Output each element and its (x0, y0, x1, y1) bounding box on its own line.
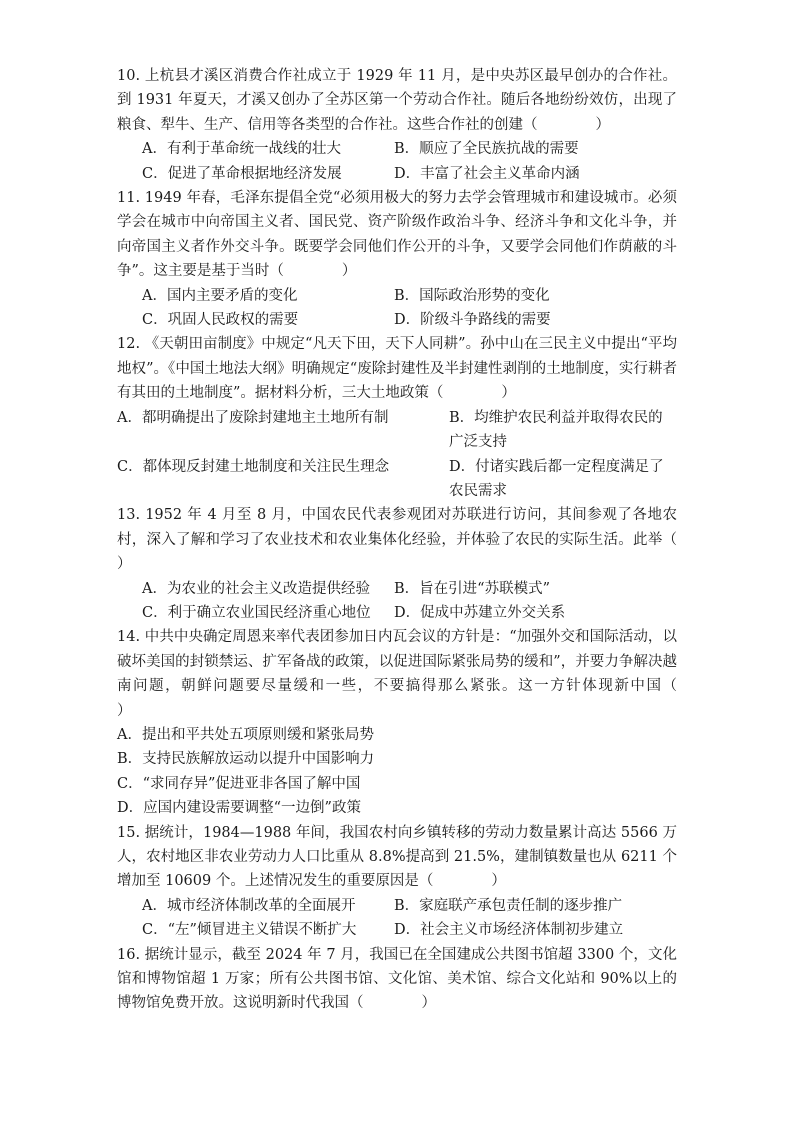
question-stem: 13. 1952 年 4 月至 8 月，中国农民代表参观团对苏联进行访问，其间参观了各地农村，深入了解和学习了农业技术和农业集体化经验，并体验了农民的实际生活。此举（ ） (117, 507, 735, 573)
question-11 (117, 186, 677, 332)
question-stem: 16. 据统计显示，截至 2024 年 7 月，我国已在全国建成公共图书馆超 3300 个，文化馆和博物馆超 1 万家；所有公共图书馆、文化馆、美术馆、综合文化站和 90%以上的博物馆免费开放。这说明新时代我国（ ） (117, 946, 677, 1012)
options (117, 406, 677, 504)
option-b[interactable]: B．顺应了全民族抗战的需要 (394, 141, 579, 158)
option-c[interactable]: C．“左”倾冒进主义错误不断扩大 (142, 922, 357, 939)
question-stem: 10. 上杭县才溪区消费合作社成立于 1929 年 11 月，是中央苏区最早创办的合作社。到 1931 年夏天，才溪又创办了全苏区第一个劳动合作社。随后各地纷纷效仿，出现了粮食、犁牛、生产、信用等各类型的合作社。这些合作社的创建（ ） (117, 68, 677, 133)
option-d[interactable]: D．促成中苏建立外交关系 (394, 604, 566, 621)
option-c[interactable]: C．都体现反封建土地制度和关注民生理念 (117, 458, 390, 475)
option-d[interactable]: D．丰富了社会主义革命内涵 (394, 165, 580, 182)
option-a[interactable]: A．国内主要矛盾的变化 (142, 287, 298, 304)
option-d[interactable]: D．阶级斗争路线的需要 (394, 312, 551, 329)
exam-page (117, 64, 735, 1016)
options (117, 577, 677, 626)
option-c[interactable]: C．利于确立农业国民经济重心地位 (142, 604, 371, 621)
options (117, 723, 677, 821)
option-d[interactable]: D．应国内建设需要调整“一边倒”政策 (117, 800, 361, 817)
question-stem: 11. 1949 年春，毛泽东提倡全党“必须用极大的努力去学会管理城市和建设城市。必须学会在城市中向帝国主义者、国民党、资产阶级作政治斗争、经济斗争和文化斗争，并向帝国主义者作外交斗争。既要学会同他们作公开的斗争，又要学会同他们作荫蔽的斗争”。这主要是基于当时（ ） (117, 190, 677, 280)
option-b[interactable]: B．家庭联产承包责任制的逐步推广 (394, 897, 623, 914)
option-d[interactable]: D．付诸实践后都一定程度满足了农民需求 (449, 458, 664, 499)
option-a[interactable]: A．城市经济体制改革的全面展开 (142, 897, 356, 914)
question-stem: 12. 《天朝田亩制度》中规定“凡天下田，天下人同耕”。孙中山在三民主义中提出“平均地权”。《中国土地法大纲》明确规定“废除封建性及半封建性剥削的土地制度，实行耕者有其田的土地制度”。据材料分析，三大土地政策（ ） (117, 336, 677, 402)
question-16 (117, 943, 677, 1016)
question-10 (117, 64, 677, 186)
option-a[interactable]: A．有利于革命统一战线的壮大 (142, 141, 341, 158)
option-a[interactable]: A．提出和平共处五项原则缓和紧张局势 (117, 726, 374, 743)
options (117, 894, 677, 943)
option-b[interactable]: B．均维护农民利益并取得农民的广泛支持 (449, 409, 663, 451)
option-c[interactable]: C．巩固人民政权的需要 (142, 312, 299, 329)
question-stem: 15. 据统计，1984—1988 年间，我国农村向乡镇转移的劳动力数量累计高达 5566 万人，农村地区非农业劳动力人口比重从 8.8%提高到 21.5%，建制镇数量也从 6211 个增加至 10609 个。上述情况发生的重要原因是（ ） (117, 824, 677, 890)
option-c[interactable]: C．“求同存异”促进亚非各国了解中国 (117, 775, 361, 792)
option-b[interactable]: B．国际政治形势的变化 (394, 287, 550, 304)
option-c[interactable]: C．促进了革命根据地经济发展 (142, 165, 342, 182)
option-b[interactable]: B．支持民族解放运动以提升中国影响力 (117, 751, 375, 768)
options (117, 137, 677, 186)
option-d[interactable]: D．社会主义市场经济体制初步建立 (394, 922, 624, 939)
question-12 (117, 332, 677, 503)
question-13 (117, 503, 735, 625)
question-stem: 14. 中共中央确定周恩来率代表团参加日内瓦会议的方针是：“加强外交和国际活动，以破坏美国的封锁禁运、扩军备战的政策，以促进国际紧张局势的缓和”，并要力争解决越南问题，朝鲜问题要尽量缓和一些，不要搞得那么紧张。这一方针体现新中国（ ） (117, 629, 735, 719)
question-15 (117, 821, 677, 943)
option-a[interactable]: A．都明确提出了废除封建地主土地所有制 (117, 409, 389, 426)
option-b[interactable]: B．旨在引进“苏联模式” (394, 580, 550, 597)
options (117, 284, 677, 333)
option-a[interactable]: A．为农业的社会主义改造提供经验 (142, 580, 370, 597)
question-14 (117, 625, 735, 820)
